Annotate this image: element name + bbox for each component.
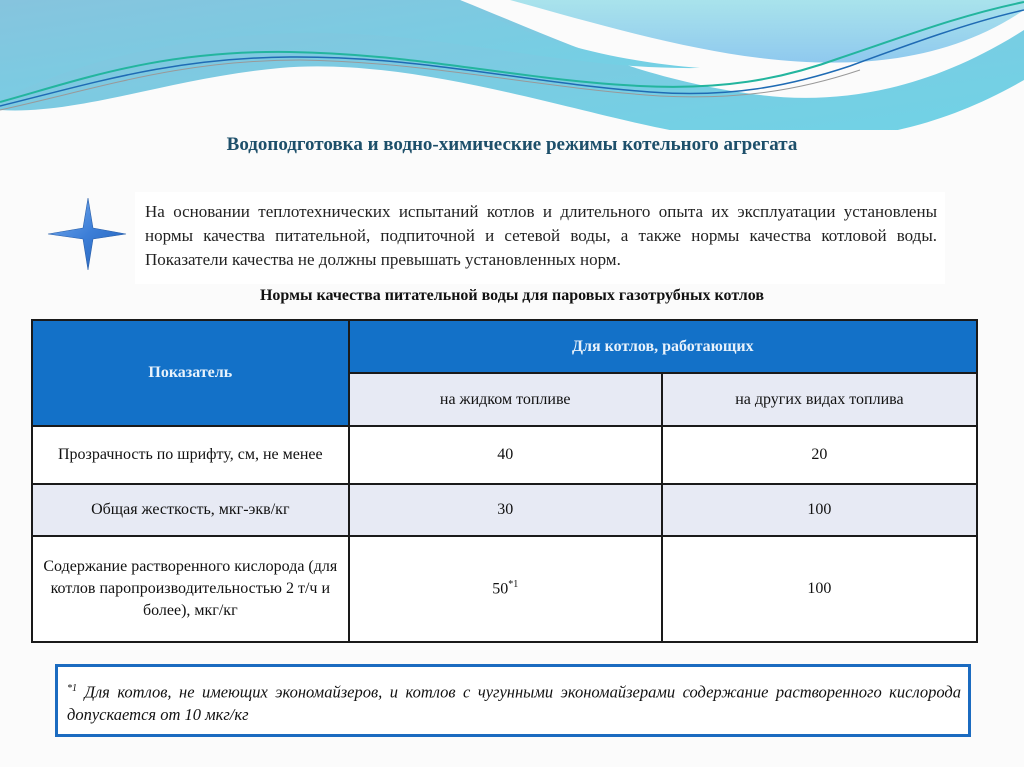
row-other-value: 20 — [662, 426, 977, 484]
table-row — [32, 484, 977, 536]
row-other-value: 100 — [662, 536, 977, 642]
header-liquid-fuel: на жидком топливе — [349, 373, 662, 426]
footnote-marker: *1 — [67, 683, 77, 694]
table-caption: Нормы качества питательной воды для паровых газотрубных котлов — [259, 287, 764, 304]
intro-paragraph: На основании теплотехнических испытаний котлов и длительного опыта их эксплуатации установлены нормы качества питательной, подпиточной и сетевой воды, а также нормы качества котловой воды. Показатели качества не должны превышать установленных норм. — [135, 192, 945, 284]
row-other-value: 100 — [662, 484, 977, 536]
footnote-ref: *1 — [508, 579, 519, 591]
header-boiler-group: Для котлов, работающих — [349, 320, 977, 373]
value: 50 — [492, 580, 509, 598]
header-other-fuel: на других видах топлива — [662, 373, 977, 426]
row-indicator: Общая жесткость, мкг-экв/кг — [32, 484, 349, 536]
row-indicator: Прозрачность по шрифту, см, не менее — [32, 426, 349, 484]
value: 30 — [497, 501, 514, 518]
row-liquid-value — [349, 484, 662, 536]
table-row — [32, 536, 977, 642]
table-row — [32, 426, 977, 484]
row-liquid-value — [349, 536, 662, 642]
row-liquid-value — [349, 426, 662, 484]
footnote-text: Для котлов, не имеющих экономайзеров, и котлов с чугунными экономайзерами содержание растворенного кислорода допускается от 10 мкг/кг — [67, 682, 961, 724]
header-indicator: Показатель — [32, 320, 349, 426]
value: 40 — [497, 446, 514, 463]
slide-title: Водоподготовка и водно-химические режимы котельного агрегата — [226, 134, 798, 155]
water-quality-norms-table — [31, 319, 978, 643]
four-point-star-icon — [44, 196, 128, 272]
row-indicator: Содержание растворенного кислорода (для котлов паропроизводительностью 2 т/ч и более), мкг/кг — [32, 536, 349, 642]
header-wave-decoration — [0, 0, 1024, 130]
footnote-box — [55, 664, 971, 737]
